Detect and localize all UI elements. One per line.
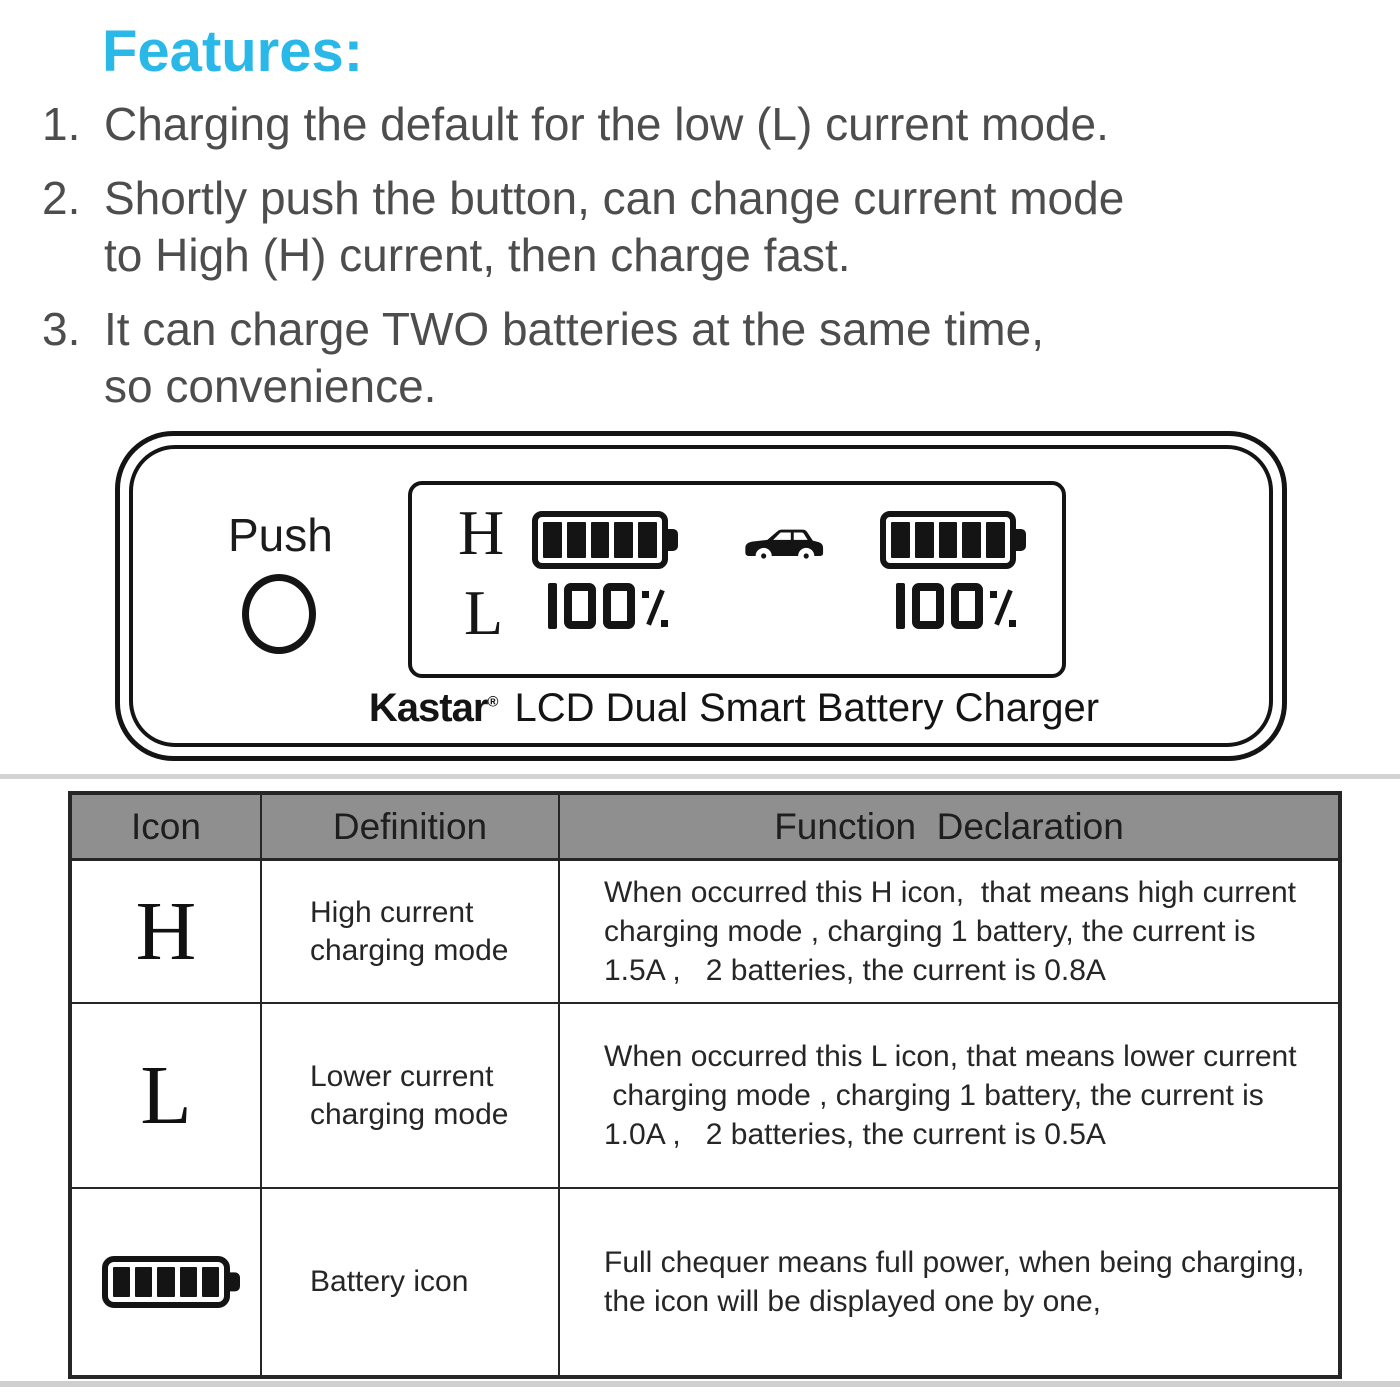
feature-number: 2. bbox=[42, 172, 81, 224]
feature-text-line: It can charge TWO batteries at the same time, bbox=[104, 303, 1044, 355]
header-cell-icon: Icon bbox=[72, 795, 262, 861]
table-row-l-function: When occurred this L icon, that means lower current charging mode , charging 1 battery, the current is 1.0A , 2 batteries, the current is 0.5A bbox=[560, 1004, 1338, 1189]
header-cell-definition: Definition bbox=[262, 795, 560, 861]
push-button bbox=[242, 574, 316, 654]
feature-text-line: Charging the default for the low (L) current mode. bbox=[104, 98, 1109, 150]
divider-line bbox=[0, 1381, 1400, 1387]
table-row-battery-definition: Battery icon bbox=[262, 1189, 560, 1375]
features-list bbox=[42, 96, 1372, 432]
table-row-h-definition: High current charging mode bbox=[262, 861, 560, 1004]
lcd-screen bbox=[408, 481, 1066, 678]
h-mode-glyph: H bbox=[135, 884, 197, 978]
battery-terminal bbox=[228, 1272, 240, 1291]
table-row-battery-icon-cell bbox=[72, 1189, 262, 1375]
registered-mark-icon: ® bbox=[487, 693, 499, 711]
divider-line bbox=[0, 774, 1400, 779]
feature-text-line: to High (H) current, then charge fast. bbox=[104, 229, 851, 281]
battery-icon bbox=[102, 1256, 230, 1308]
battery-percent-right bbox=[896, 583, 1016, 629]
charger-device bbox=[115, 431, 1287, 761]
battery-percent-left bbox=[548, 583, 668, 629]
mode-low-label: L bbox=[464, 577, 504, 648]
l-mode-glyph: L bbox=[140, 1048, 192, 1142]
product-name: LCD Dual Smart Battery Charger bbox=[514, 686, 1100, 730]
table-row-l-icon-cell bbox=[72, 1004, 262, 1189]
header-cell-function: Function Declaration bbox=[560, 795, 1338, 861]
feature-item bbox=[42, 170, 1372, 284]
features-heading: Features: bbox=[102, 19, 364, 84]
table-row-h-icon-cell bbox=[72, 861, 262, 1004]
push-label: Push bbox=[228, 509, 333, 561]
feature-text-line: so convenience. bbox=[104, 360, 437, 412]
mode-high-label: H bbox=[458, 497, 505, 568]
feature-item bbox=[42, 96, 1372, 153]
spec-table bbox=[68, 791, 1342, 1379]
battery-terminal bbox=[1014, 529, 1026, 551]
battery-icon bbox=[880, 511, 1016, 569]
brand-logo: Kastar bbox=[368, 686, 488, 730]
table-row-battery-function: Full chequer means full power, when being charging, the icon will be displayed one by one, bbox=[604, 1246, 1305, 1318]
device-caption bbox=[120, 686, 1282, 731]
battery-icon bbox=[532, 511, 668, 569]
feature-item bbox=[42, 301, 1372, 415]
feature-number: 1. bbox=[42, 98, 81, 150]
table-row-l-definition: Lower current charging mode bbox=[262, 1004, 560, 1189]
feature-text-line: Shortly push the button, can change current mode bbox=[104, 172, 1125, 224]
battery-terminal bbox=[666, 529, 678, 551]
table-row-h-function: When occurred this H icon, that means high current charging mode , charging 1 battery, the current is 1.5A , 2 batteries, the current is 0.8A bbox=[560, 861, 1338, 1004]
feature-number: 3. bbox=[42, 303, 81, 355]
car-icon bbox=[738, 525, 826, 570]
